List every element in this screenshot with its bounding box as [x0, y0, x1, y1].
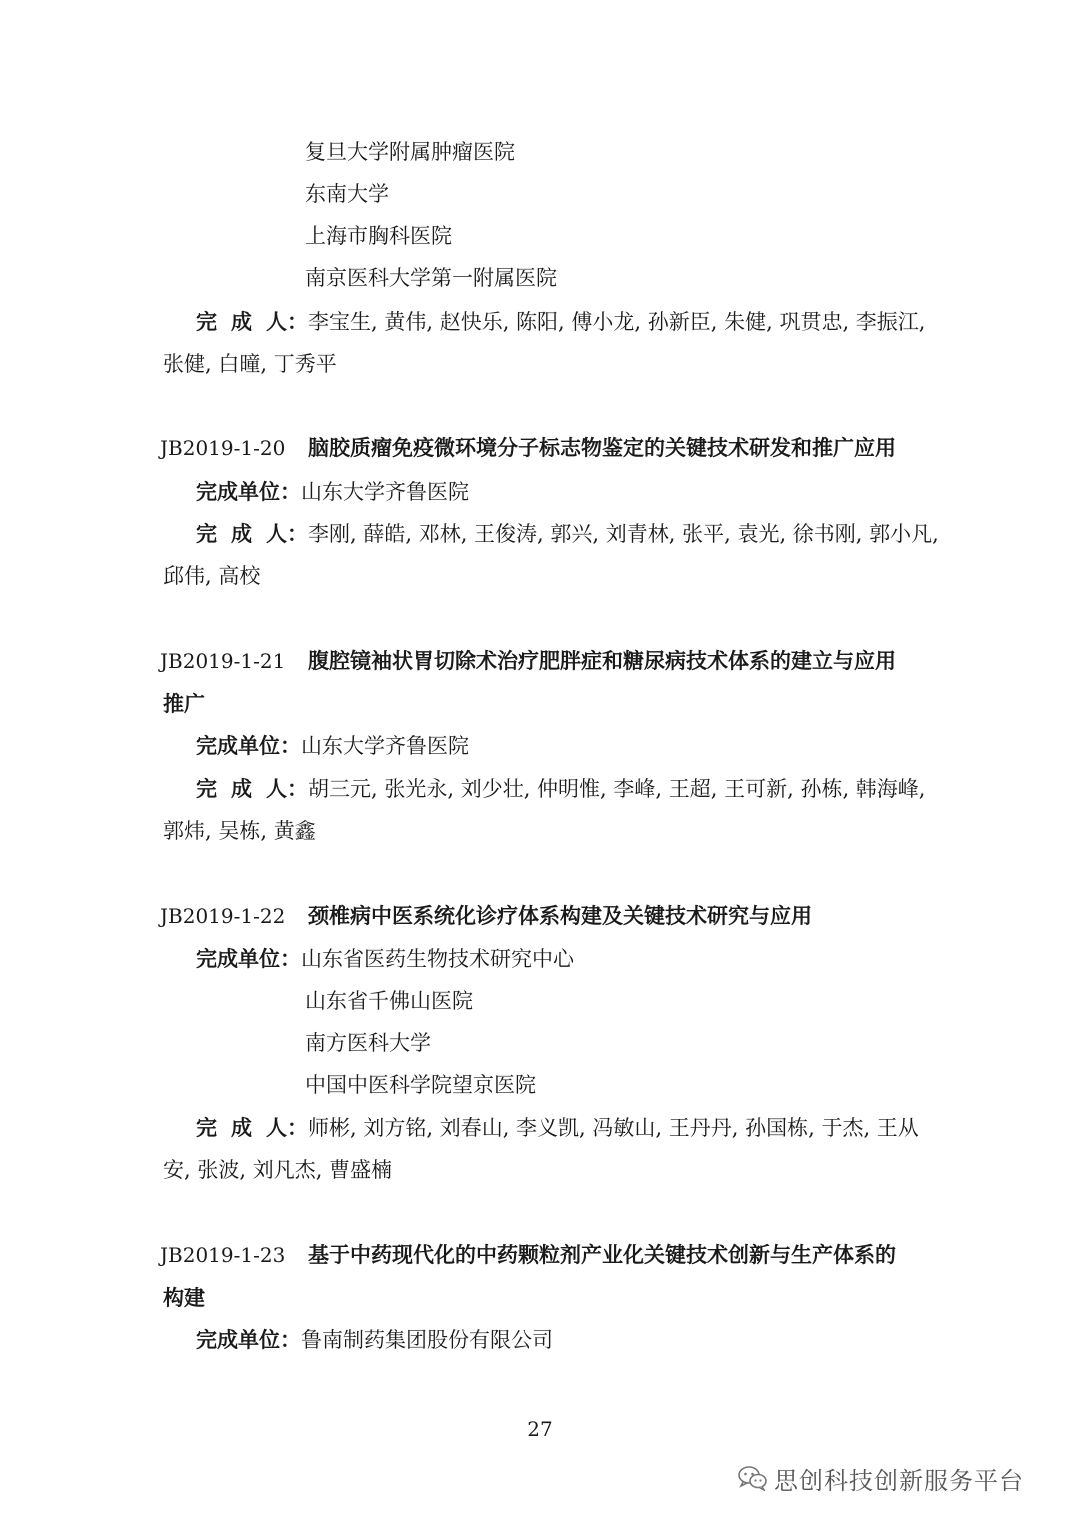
- persons-label: 人：: [266, 1115, 308, 1140]
- entry-title-continuation: 构建: [163, 1285, 205, 1310]
- persons-label: 完: [196, 309, 231, 334]
- persons-line: [196, 1113, 919, 1143]
- persons-label: 成: [231, 521, 266, 546]
- unit-label: 完成单位：: [196, 1327, 301, 1352]
- unit-line: 复旦大学附属肿瘤医院: [305, 140, 515, 164]
- unit-line: 上海市胸科医院: [305, 224, 452, 248]
- persons-text: 李刚, 薛皓, 邓林, 王俊涛, 郭兴, 刘青林, 张平, 袁光, 徐书刚, 郭小凡,: [308, 522, 939, 546]
- entry-heading: [160, 1240, 920, 1270]
- persons-label: 人：: [266, 521, 308, 546]
- entry-code: JB2019-1-20: [160, 436, 286, 460]
- unit-text: 山东大学齐鲁医院: [301, 734, 469, 758]
- unit-row: [196, 944, 574, 974]
- unit-text: 鲁南制药集团股份有限公司: [301, 1328, 553, 1352]
- entry-heading: [160, 646, 920, 676]
- unit-label: 完成单位：: [196, 733, 301, 758]
- persons-text: 李宝生, 黄伟, 赵快乐, 陈阳, 傅小龙, 孙新臣, 朱健, 巩贯忠, 李振江,: [308, 310, 926, 334]
- persons-continuation: 郭炜, 吴栋, 黄鑫: [163, 819, 316, 843]
- persons-continuation: 邱伟, 高校: [163, 564, 261, 588]
- entry-heading: [160, 901, 920, 931]
- unit-line: 南京医科大学第一附属医院: [305, 266, 557, 290]
- watermark-text: 思创科技创新服务平台: [774, 1466, 1024, 1495]
- unit-label: 完成单位：: [196, 946, 301, 971]
- unit-line: 东南大学: [305, 182, 389, 206]
- watermark: [738, 1458, 1024, 1498]
- persons-label: 成: [231, 309, 266, 334]
- entry-title: 颈椎病中医系统化诊疗体系构建及关键技术研究与应用: [308, 903, 812, 928]
- wechat-icon: [738, 1465, 768, 1491]
- unit-row: [196, 731, 469, 761]
- persons-label: 成: [231, 776, 266, 801]
- entry-heading: [160, 433, 920, 463]
- unit-row: [196, 477, 469, 507]
- persons-label: 完: [196, 1115, 231, 1140]
- page-number: 27: [527, 1417, 553, 1441]
- unit-label: 完成单位：: [196, 479, 301, 504]
- persons-label: 成: [231, 1115, 266, 1140]
- unit-line: 南方医科大学: [305, 1031, 431, 1055]
- persons-text: 师彬, 刘方铭, 刘春山, 李义凯, 冯敏山, 王丹丹, 孙国栋, 于杰, 王从: [308, 1116, 919, 1140]
- persons-label: 完: [196, 776, 231, 801]
- persons-text: 胡三元, 张光永, 刘少壮, 仲明惟, 李峰, 王超, 王可新, 孙栋, 韩海峰,: [308, 777, 926, 801]
- entry-title: 基于中药现代化的中药颗粒剂产业化关键技术创新与生产体系的: [308, 1242, 896, 1267]
- unit-line: 中国中医科学院望京医院: [305, 1073, 536, 1097]
- entry-code: JB2019-1-21: [160, 649, 286, 673]
- persons-line: [196, 774, 925, 804]
- entry-title: 脑胶质瘤免疫微环境分子标志物鉴定的关键技术研发和推广应用: [308, 435, 896, 460]
- entry-title: 腹腔镜袖状胃切除术治疗肥胖症和糖尿病技术体系的建立与应用: [308, 648, 896, 673]
- unit-text: 山东省医药生物技术研究中心: [301, 947, 574, 971]
- entry-title-continuation: 推广: [163, 691, 205, 716]
- persons-label: 人：: [266, 309, 308, 334]
- unit-row: [196, 1325, 553, 1355]
- unit-line: 山东省千佛山医院: [305, 989, 473, 1013]
- entry-code: JB2019-1-23: [160, 1243, 286, 1267]
- persons-label: 完: [196, 521, 231, 546]
- persons-label: 人：: [266, 776, 308, 801]
- persons-line: [196, 519, 939, 549]
- entry-code: JB2019-1-22: [160, 904, 286, 928]
- persons-continuation: 安, 张波, 刘凡杰, 曹盛楠: [163, 1158, 393, 1182]
- persons-line: [196, 307, 925, 337]
- persons-continuation: 张健, 白曈, 丁秀平: [163, 352, 337, 376]
- unit-text: 山东大学齐鲁医院: [301, 480, 469, 504]
